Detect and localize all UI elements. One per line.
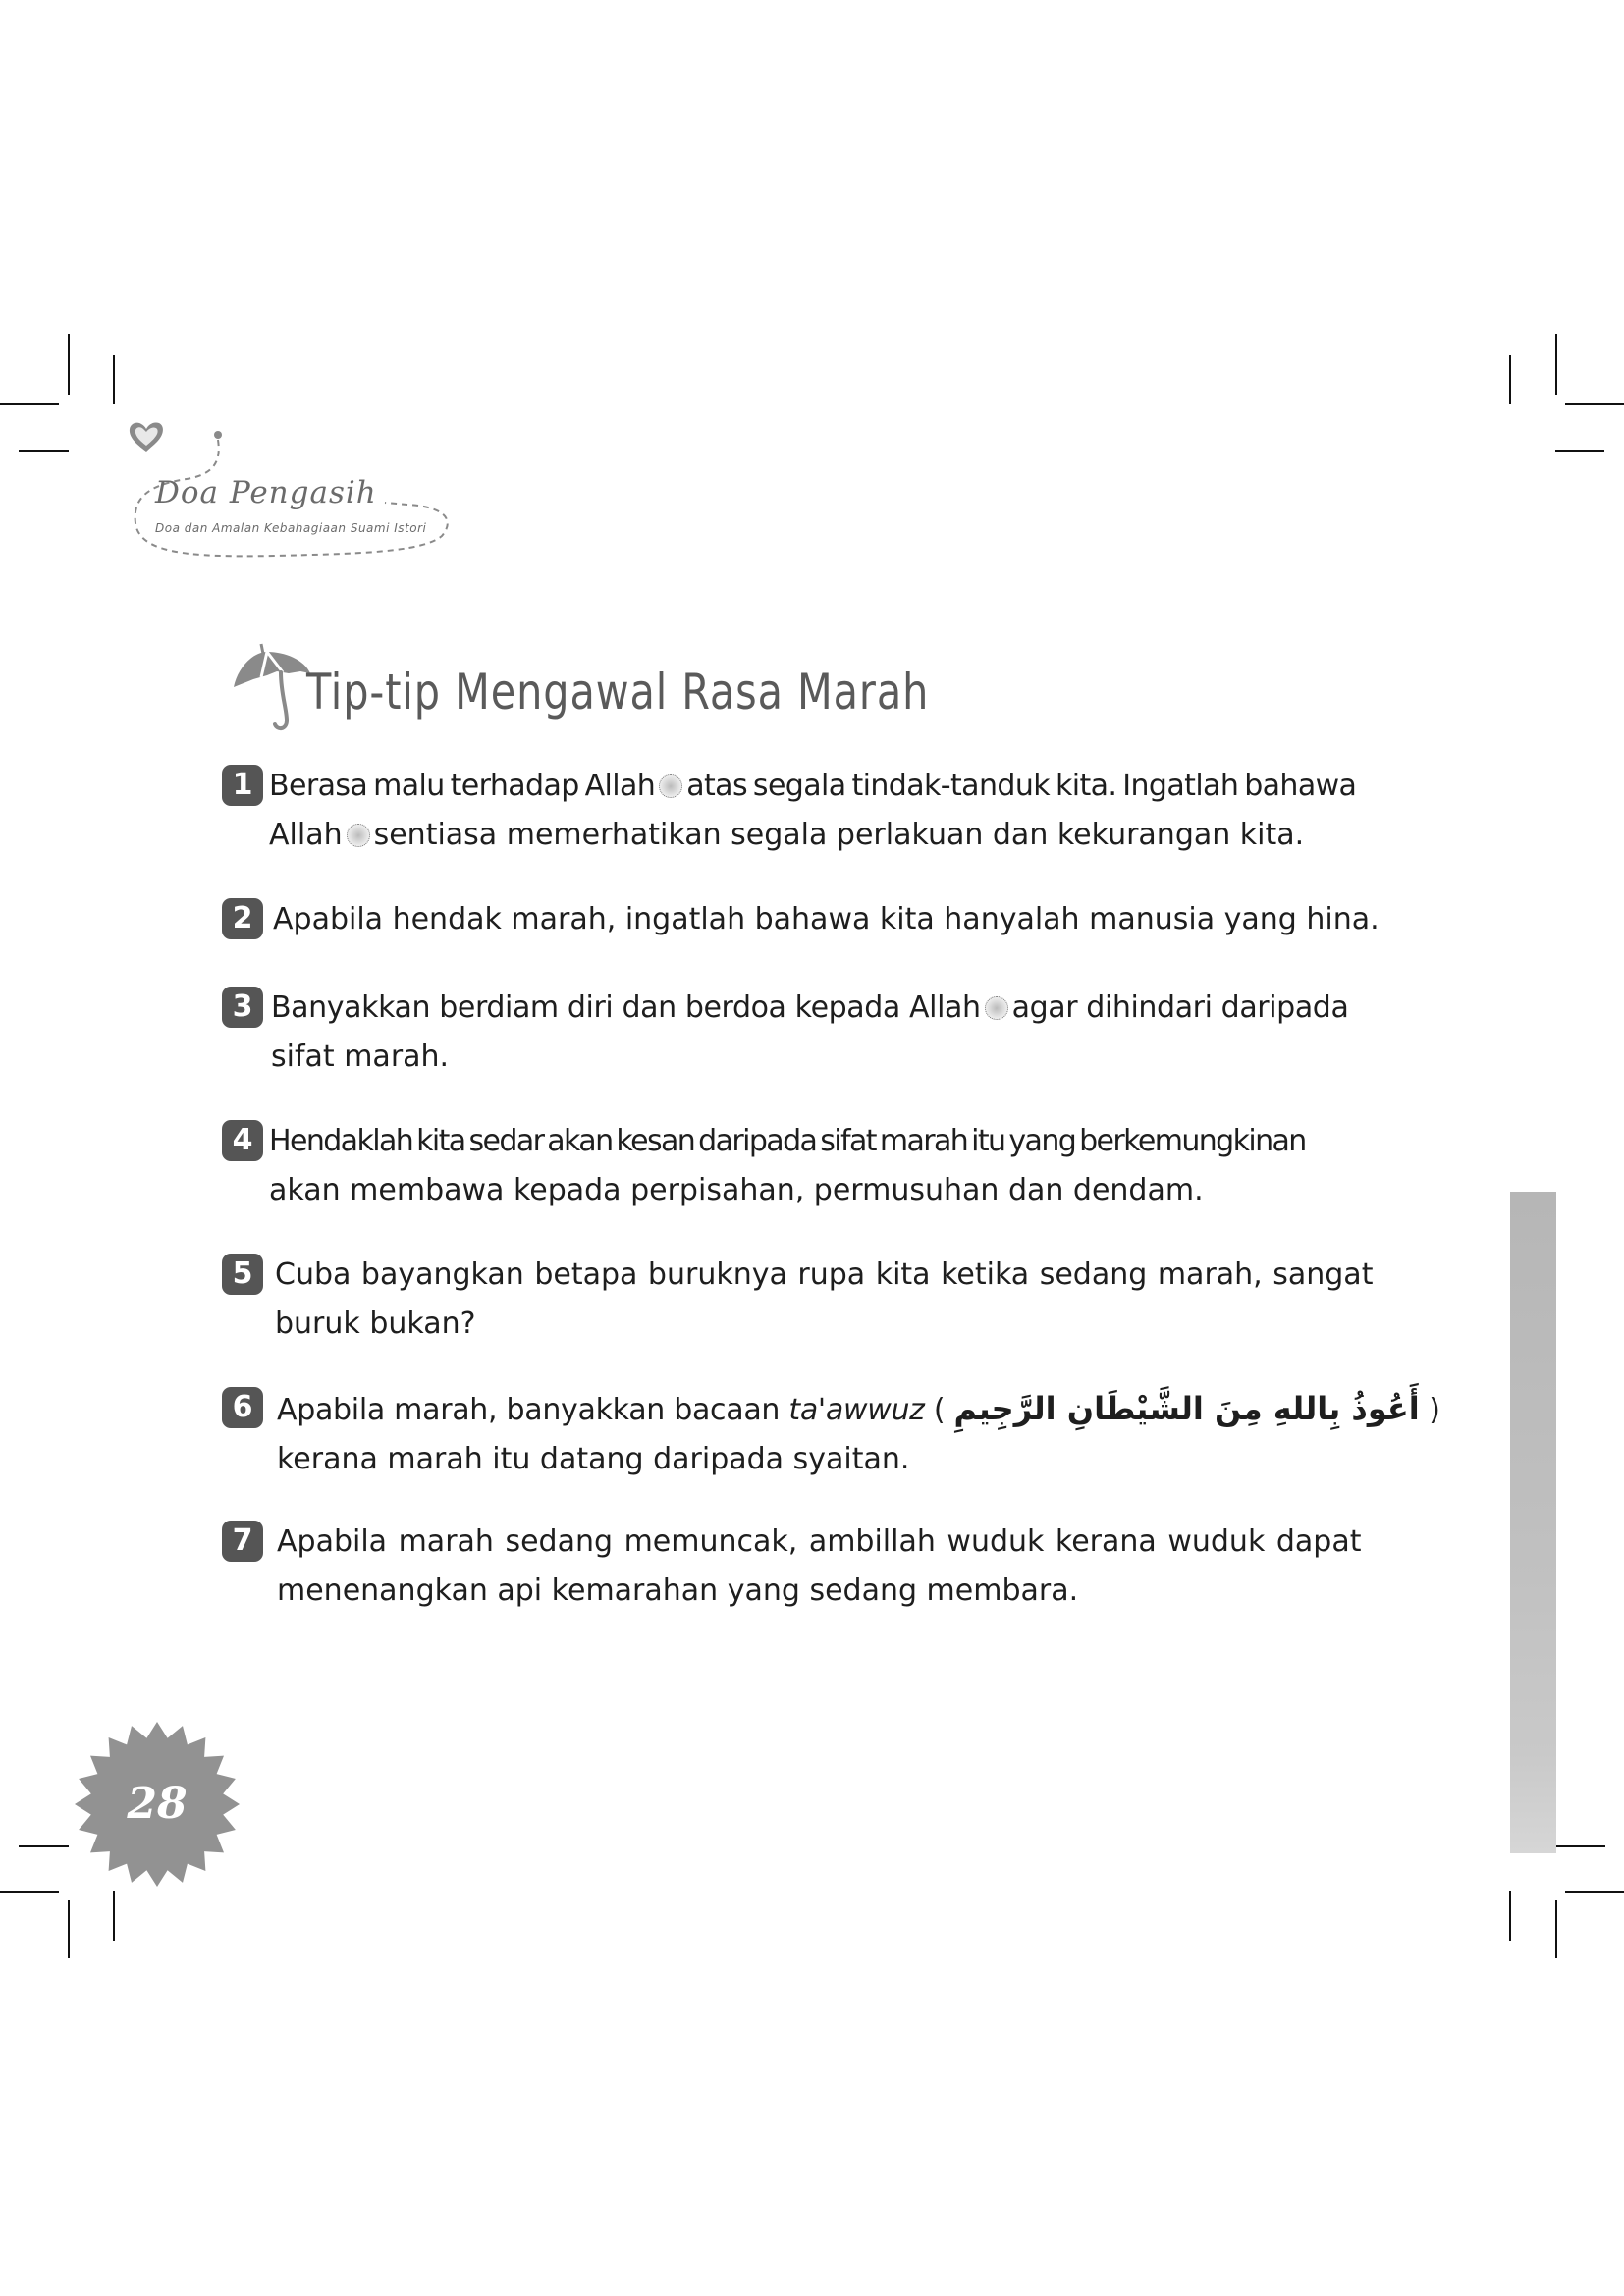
honorific-icon <box>347 824 370 847</box>
side-tab <box>1510 1192 1556 1853</box>
book-subtitle: Doa dan Amalan Kebahagiaan Suami Istori <box>155 521 427 535</box>
book-title: Doa Pengasih <box>155 475 377 510</box>
crop-mark <box>113 1891 115 1941</box>
crop-mark <box>1555 334 1557 395</box>
crop-mark <box>1565 403 1624 405</box>
honorific-icon <box>659 774 682 798</box>
crop-mark <box>19 450 69 452</box>
number-badge: 3 <box>222 987 263 1028</box>
crop-mark <box>1509 1891 1511 1941</box>
heart-icon <box>128 420 165 454</box>
number-badge: 5 <box>222 1254 263 1295</box>
tip-text: Berasa malu terhadap Allah atas segala tindak-tanduk kita. Ingatlah bahawa Allah sentiasa memerhatikan segala perlakuan dan kekurangan kita. <box>269 769 1357 852</box>
crop-mark <box>0 1891 59 1893</box>
crop-mark <box>68 1900 70 1958</box>
tip-text: Cuba bayangkan betapa buruknya rupa kita ketika sedang marah, sangat buruk bukan? <box>275 1257 1374 1341</box>
tip-text: Hendaklah kita sedar akan kesan daripada sifat marah itu yang berkemungkinan akan membawa kepada perpisahan, permusuhan dan dendam. <box>269 1124 1306 1207</box>
page-number: 28 <box>127 1779 188 1829</box>
honorific-icon <box>985 996 1008 1020</box>
tip-text: Apabila marah, banyakkan bacaan ta'awwuz ( أَعُوذُ بِاللهِ مِنَ الشَّيْطَانِ الرَّجِيمِ ) kerana marah itu datang daripada syaitan. <box>277 1390 1440 1476</box>
crop-mark <box>1555 450 1604 452</box>
taawwuz-arabic: أَعُوذُ بِاللهِ مِنَ الشَّيْطَانِ الرَّجِيمِ <box>953 1390 1420 1427</box>
crop-mark <box>1555 1900 1557 1958</box>
umbrella-icon <box>232 640 314 734</box>
section-heading <box>226 636 1110 734</box>
crop-mark <box>1565 1891 1624 1893</box>
number-badge: 2 <box>222 898 263 939</box>
crop-mark <box>1556 1845 1605 1847</box>
crop-mark <box>1509 355 1511 404</box>
crop-mark <box>68 334 70 395</box>
number-badge: 7 <box>222 1521 263 1562</box>
tip-text: Apabila marah sedang memuncak, ambillah wuduk kerana wuduk dapat menenangkan api kemarahan yang sedang membara. <box>277 1524 1362 1608</box>
number-badge: 6 <box>222 1387 263 1428</box>
crop-mark <box>19 1845 69 1847</box>
crop-mark <box>113 355 115 404</box>
book-header-logo <box>128 420 461 567</box>
number-badge: 1 <box>222 765 263 806</box>
crop-mark <box>0 403 59 405</box>
tip-text: Banyakkan berdiam diri dan berdoa kepada Allah agar dihindari daripada sifat marah. <box>271 990 1349 1074</box>
section-title: Tip-tip Mengawal Rasa Marah <box>306 664 930 721</box>
tip-text: Apabila hendak marah, ingatlah bahawa kita hanyalah manusia yang hina. <box>273 902 1380 936</box>
page-number-badge <box>73 1720 242 1889</box>
number-badge: 4 <box>222 1120 263 1161</box>
